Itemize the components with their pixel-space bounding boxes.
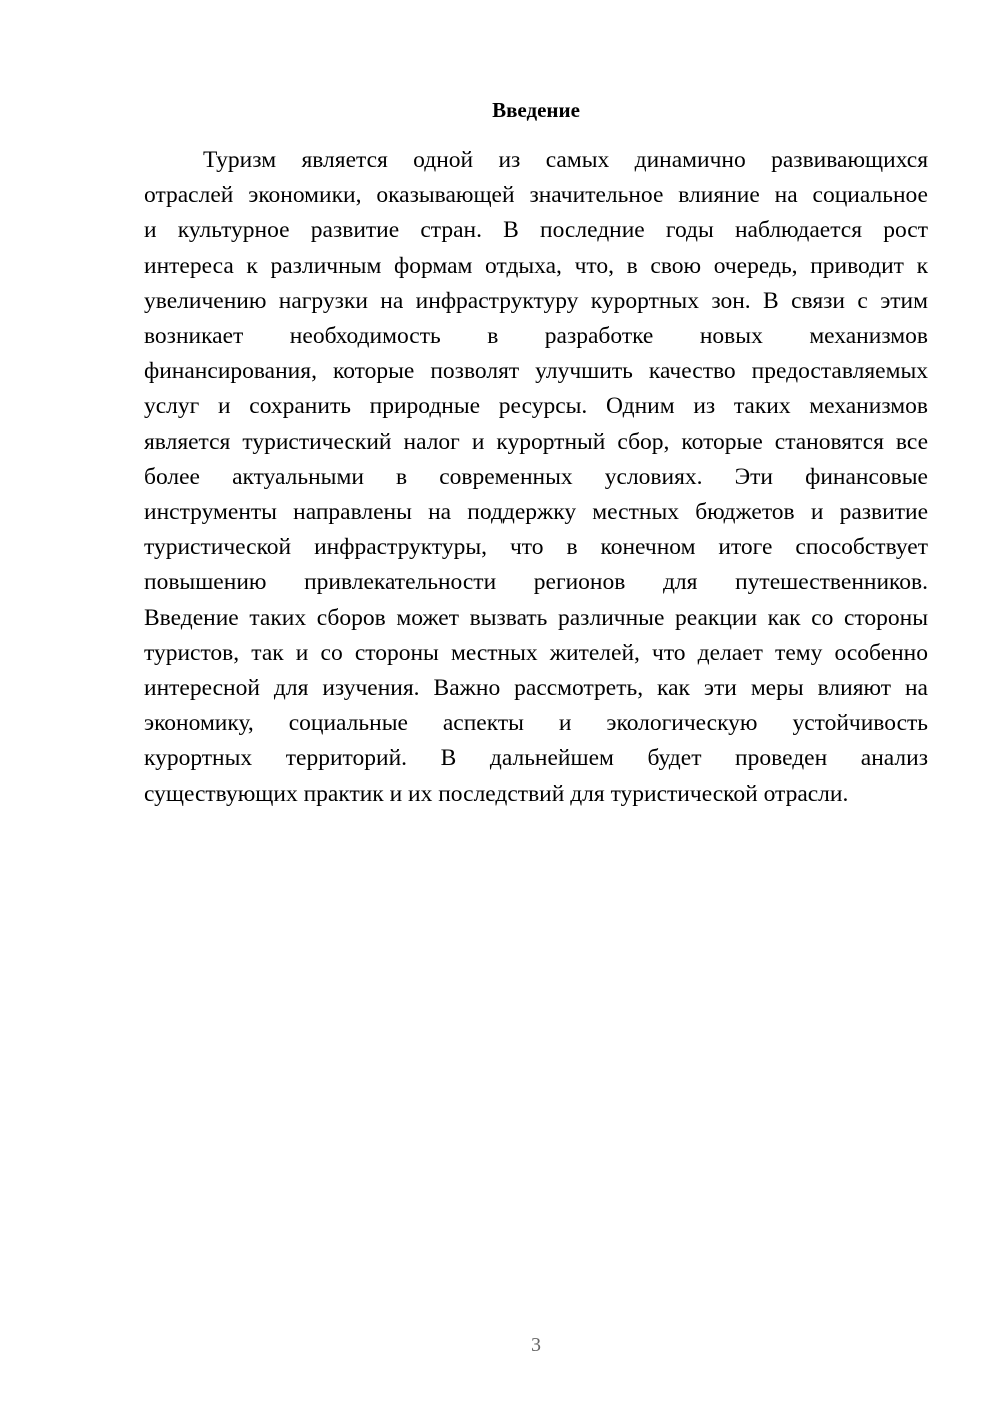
- paragraph-line: туристической инфраструктуры, что в конечном итоге способствует: [144, 534, 928, 561]
- paragraph-line: услуг и сохранить природные ресурсы. Одним из таких механизмов: [144, 393, 928, 420]
- section-heading: Введение: [492, 98, 580, 122]
- paragraph-line: туристов, так и со стороны местных жителей, что делает тему особенно: [144, 639, 928, 666]
- paragraph-line: возникает необходимость в разработке новых механизмов: [144, 323, 928, 350]
- paragraph-line: отраслей экономики, оказывающей значительное влияние на социальное: [144, 182, 928, 209]
- paragraph-line: финансирования, которые позволят улучшить качество предоставляемых: [144, 358, 928, 385]
- paragraph-line: более актуальными в современных условиях. Эти финансовые: [144, 463, 928, 490]
- paragraph-line: интересной для изучения. Важно рассмотреть, как эти меры влияют на: [144, 675, 928, 702]
- paragraph-line: увеличению нагрузки на инфраструктуру курортных зон. В связи с этим: [144, 287, 928, 314]
- paragraph-line: экономику, социальные аспекты и экологическую устойчивость: [144, 710, 928, 737]
- paragraph-line: интереса к различным формам отдыха, что, в свою очередь, приводит к: [144, 252, 928, 279]
- paragraph-line: и культурное развитие стран. В последние годы наблюдается рост: [144, 217, 928, 244]
- paragraph-line: курортных территорий. В дальнейшем будет проведен анализ: [144, 745, 928, 772]
- paragraph-line: инструменты направлены на поддержку местных бюджетов и развитие: [144, 499, 928, 526]
- paragraph-line-last: существующих практик и их последствий для туристической отрасли.: [144, 780, 849, 807]
- paragraph-line: Туризм является одной из самых динамично развивающихся: [203, 147, 928, 173]
- page-number: 3: [531, 1334, 541, 1356]
- paragraph-line: Введение таких сборов может вызвать различные реакции как со стороны: [144, 604, 928, 631]
- paragraph-line: повышению привлекательности регионов для путешественников.: [144, 569, 928, 596]
- paragraph-line: является туристический налог и курортный сбор, которые становятся все: [144, 428, 928, 455]
- introduction-paragraph: [144, 143, 928, 812]
